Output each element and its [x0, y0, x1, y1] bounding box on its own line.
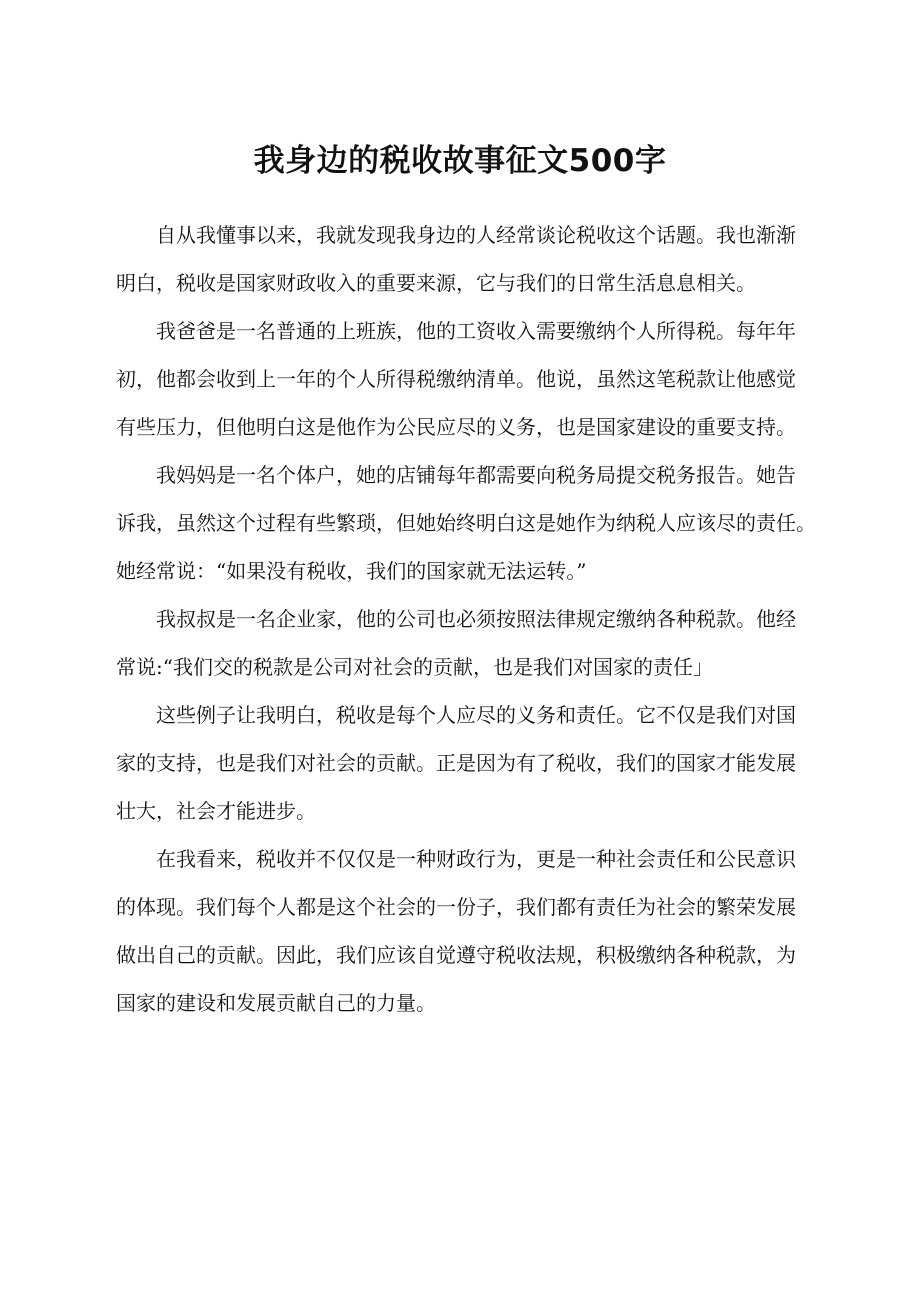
paragraph-2 [116, 307, 812, 451]
paragraph-line: 家的支持，也是我们对社会的贡献。正是因为有了税收，我们的国家才能发展 [116, 751, 796, 775]
paragraph-line: 有些压力，但他明白这是他作为公民应尽的义务，也是国家建设的重要支持。 [116, 415, 796, 439]
paragraph-1 [116, 211, 812, 307]
paragraph-line: 她经常说：“如果没有税收，我们的国家就无法运转。” [116, 559, 587, 583]
document-title: 我身边的税收故事征文500字 [253, 142, 667, 179]
paragraph-line: 常说:“我们交的税款是公司对社会的贡献，也是我们对国家的责任」 [116, 655, 713, 679]
paragraph-4 [116, 595, 812, 691]
paragraph-line: 这些例子让我明白，税收是每个人应尽的义务和责任。它不仅是我们对国 [156, 703, 796, 727]
paragraph-5 [116, 691, 812, 835]
paragraph-line: 做出自己的贡献。因此，我们应该自觉遵守税收法规，积极缴纳各种税款，为 [116, 943, 796, 967]
paragraph-line: 我妈妈是一名个体户，她的店铺每年都需要向税务局提交税务报告。她告 [156, 463, 796, 487]
paragraph-line: 壮大，社会才能进步。 [116, 799, 316, 823]
paragraph-line: 我叔叔是一名企业家，他的公司也必须按照法律规定缴纳各种税款。他经 [156, 607, 796, 631]
paragraph-line: 在我看来，税收并不仅仅是一种财政行为，更是一种社会责任和公民意识 [156, 847, 796, 871]
document-body [116, 211, 816, 1027]
paragraph-3 [116, 451, 816, 595]
paragraph-line: 国家的建设和发展贡献自己的力量。 [116, 991, 436, 1015]
paragraph-line: 初，他都会收到上一年的个人所得税缴纳清单。他说，虽然这笔税款让他感觉 [116, 367, 796, 391]
paragraph-line: 我爸爸是一名普通的上班族，他的工资收入需要缴纳个人所得税。每年年 [156, 319, 796, 343]
paragraph-line: 诉我，虽然这个过程有些繁琐，但她始终明白这是她作为纳税人应该尽的责任。 [116, 511, 816, 535]
paragraph-6 [116, 835, 812, 1027]
paragraph-line: 自从我懂事以来，我就发现我身边的人经常谈论税收这个话题。我也渐渐 [156, 223, 796, 247]
paragraph-line: 的体现。我们每个人都是这个社会的一份子，我们都有责任为社会的繁荣发展 [116, 895, 796, 919]
paragraph-line: 明白，税收是国家财政收入的重要来源，它与我们的日常生活息息相关。 [116, 271, 756, 295]
